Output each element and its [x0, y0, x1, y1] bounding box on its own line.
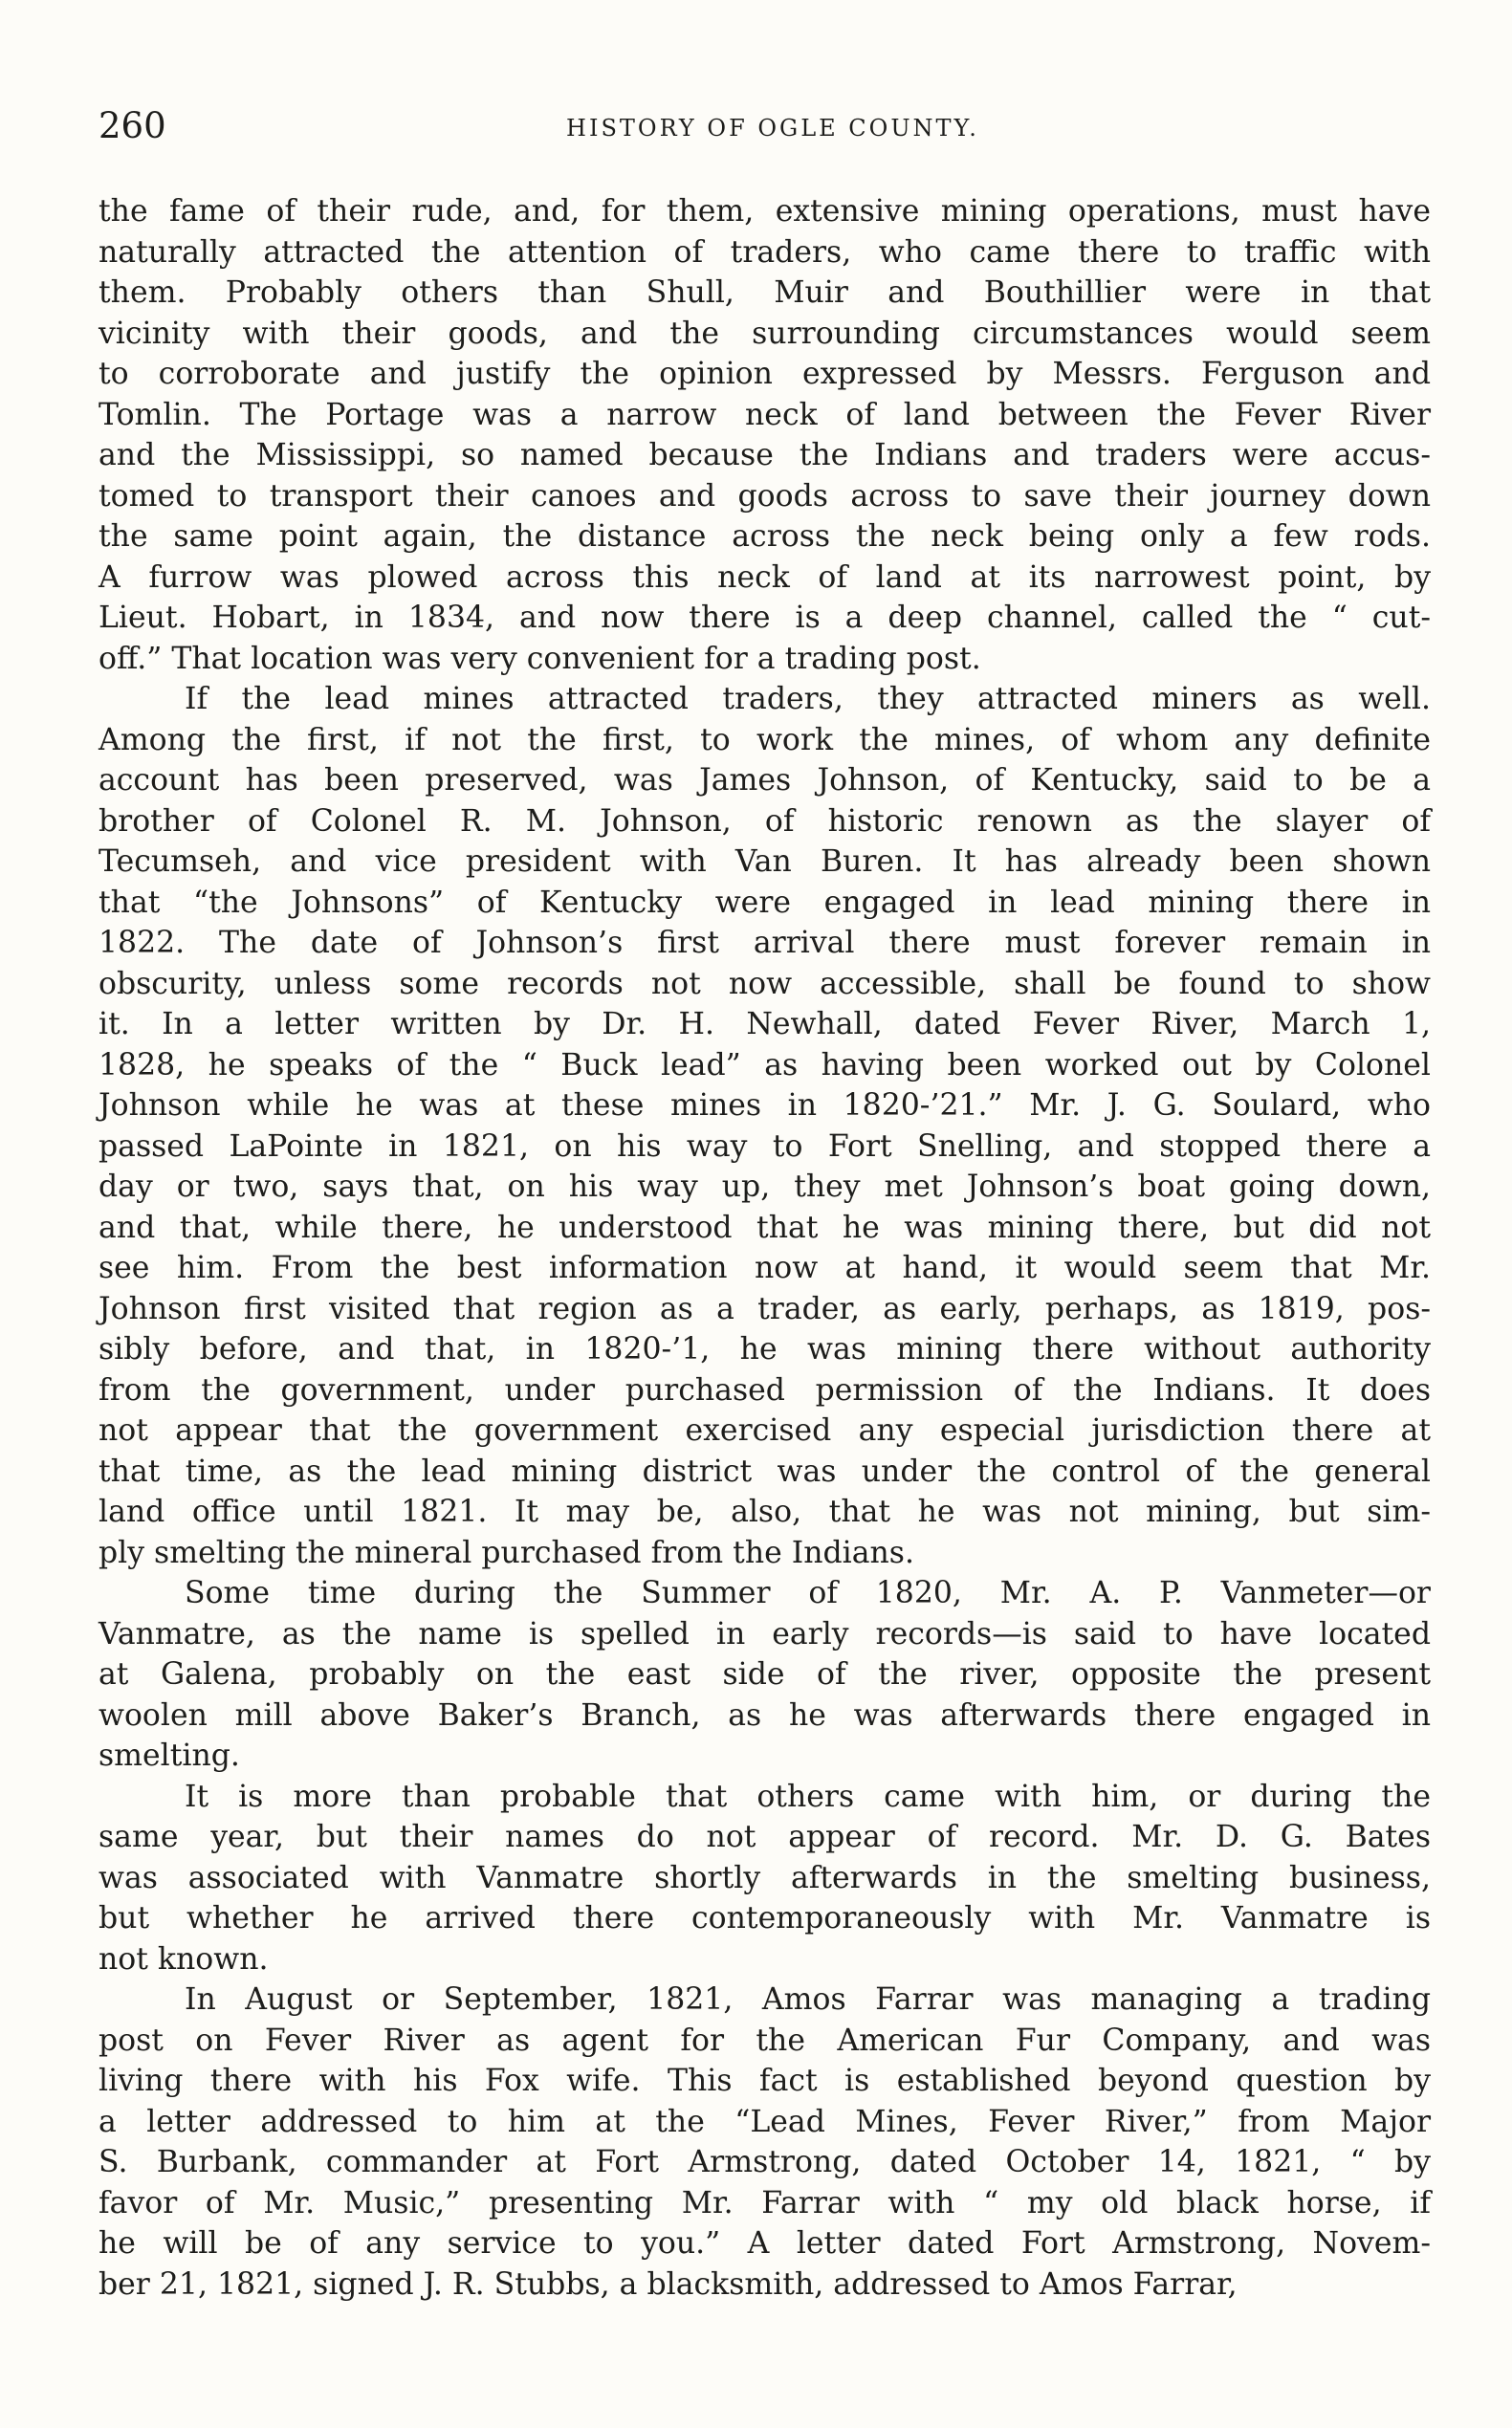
text-line: A furrow was plowed across this neck of land at its narrowest point, by — [99, 559, 1431, 595]
paragraph — [99, 1980, 1431, 2305]
text-line: land office until 1821. It may be, also, that he was not mining, but sim- — [99, 1495, 1431, 1529]
text-line: tomed to transport their canoes and goods across to save their journey down — [99, 478, 1431, 514]
text-line: to corroborate and justify the opinion expressed by Messrs. Ferguson and — [99, 357, 1431, 391]
text-line: and the Mississippi, so named because the Indians and traders were accus- — [99, 438, 1431, 472]
body-text — [99, 191, 1431, 2305]
text-line: Lieut. Hobart, in 1834, and now there is a deep channel, called the “ cut- — [99, 601, 1431, 635]
paragraph — [99, 1573, 1431, 1777]
text-line: Tomlin. The Portage was a narrow neck of land between the Fever River — [99, 397, 1431, 432]
text-line: living there with his Fox wife. This fact is established beyond question by — [99, 2064, 1431, 2098]
text-line: obscurity, unless some records not now accessible, shall be found to show — [99, 966, 1431, 1001]
text-line: vicinity with their goods, and the surrounding circumstances would seem — [99, 316, 1431, 351]
text-line: brother of Colonel R. M. Johnson, of historic renown as the slayer of — [99, 803, 1431, 839]
text-line: If the lead mines attracted traders, they attracted miners as well. — [185, 682, 1431, 716]
text-line: from the government, under purchased permission of the Indians. It does — [99, 1372, 1431, 1408]
text-line: a letter addressed to him at the “Lead Mines, Fever River,” from Major — [99, 2104, 1431, 2139]
text-line: was associated with Vanmatre shortly afterwards in the smelting business, — [99, 1860, 1431, 1895]
paragraph — [99, 191, 1431, 679]
text-line: smelting. — [99, 1739, 240, 1773]
text-line: them. Probably others than Shull, Muir and Bouthillier were in that — [99, 275, 1431, 310]
text-line: not known. — [99, 1941, 269, 1977]
text-line: Tecumseh, and vice president with Van Buren. It has already been shown — [99, 844, 1431, 879]
text-line: he will be of any service to you.” A letter dated Fort Armstrong, Novem- — [99, 2226, 1431, 2261]
running-head — [99, 103, 1428, 149]
text-line: and that, while there, he understood that he was mining there, but did not — [99, 1210, 1431, 1245]
text-line: the fame of their rude, and, for them, extensive mining operations, must have — [99, 194, 1431, 229]
running-title: HISTORY OF OGLE COUNTY. — [566, 115, 979, 142]
text-line: see him. From the best information now at hand, it would seem that Mr. — [99, 1251, 1431, 1285]
text-line: Among the first, if not the first, to work the mines, of whom any definite — [99, 722, 1431, 757]
text-line: favor of Mr. Music,” presenting Mr. Farrar with “ my old black horse, if — [99, 2185, 1431, 2220]
paragraph — [99, 679, 1431, 1573]
text-line: passed LaPointe in 1821, on his way to Fort Snelling, and stopped there a — [99, 1128, 1431, 1164]
text-line: Some time during the Summer of 1820, Mr. A. P. Vanmeter—or — [185, 1576, 1431, 1610]
text-line: the same point again, the distance across the neck being only a few rods. — [99, 519, 1431, 554]
text-line: woolen mill above Baker’s Branch, as he was afterwards there engaged in — [99, 1697, 1431, 1733]
text-line: Vanmatre, as the name is spelled in early records—is said to have located — [99, 1616, 1431, 1651]
text-line: that time, as the lead mining district was under the control of the general — [99, 1454, 1431, 1489]
text-line: naturally attracted the attention of traders, who came there to traffic with — [99, 234, 1431, 270]
text-line: that “the Johnsons” of Kentucky were engaged in lead mining there in — [99, 885, 1431, 920]
text-line: but whether he arrived there contemporaneously with Mr. Vanmatre is — [99, 1901, 1431, 1936]
text-line: off.” That location was very convenient for a trading post. — [99, 641, 981, 676]
text-line: at Galena, probably on the east side of the river, opposite the present — [99, 1657, 1431, 1692]
text-line: it. In a letter written by Dr. H. Newhall, dated Fever River, March 1, — [99, 1007, 1431, 1041]
text-line: account has been preserved, was James Johnson, of Kentucky, said to be a — [99, 763, 1431, 798]
text-line: S. Burbank, commander at Fort Armstrong, dated October 14, 1821, “ by — [99, 2145, 1431, 2179]
text-line: same year, but their names do not appear of record. Mr. D. G. Bates — [99, 1820, 1431, 1854]
text-line: Johnson while he was at these mines in 1820-’21.” Mr. J. G. Soulard, who — [99, 1088, 1431, 1123]
text-line: post on Fever River as agent for the American Fur Company, and was — [99, 2023, 1431, 2058]
text-line: not appear that the government exercised any especial jurisdiction there at — [99, 1413, 1431, 1448]
text-line: Johnson first visited that region as a trader, as early, perhaps, as 1819, pos- — [99, 1291, 1431, 1326]
text-line: day or two, says that, on his way up, they met Johnson’s boat going down, — [99, 1170, 1431, 1204]
text-line: ply smelting the mineral purchased from the Indians. — [99, 1535, 914, 1570]
text-line: In August or September, 1821, Amos Farrar was managing a trading — [185, 1982, 1431, 2017]
text-line: ber 21, 1821, signed J. R. Stubbs, a blacksmith, addressed to Amos Farrar, — [99, 2266, 1238, 2302]
paragraph — [99, 1777, 1431, 1980]
page-number: 260 — [99, 105, 166, 146]
text-line: 1828, he speaks of the “ Buck lead” as having been worked out by Colonel — [99, 1047, 1431, 1083]
text-line: It is more than probable that others came with him, or during the — [185, 1779, 1431, 1814]
text-line: 1822. The date of Johnson’s first arrival there must forever remain in — [99, 926, 1431, 960]
text-line: sibly before, and that, in 1820-’1, he was mining there without authority — [99, 1332, 1431, 1367]
